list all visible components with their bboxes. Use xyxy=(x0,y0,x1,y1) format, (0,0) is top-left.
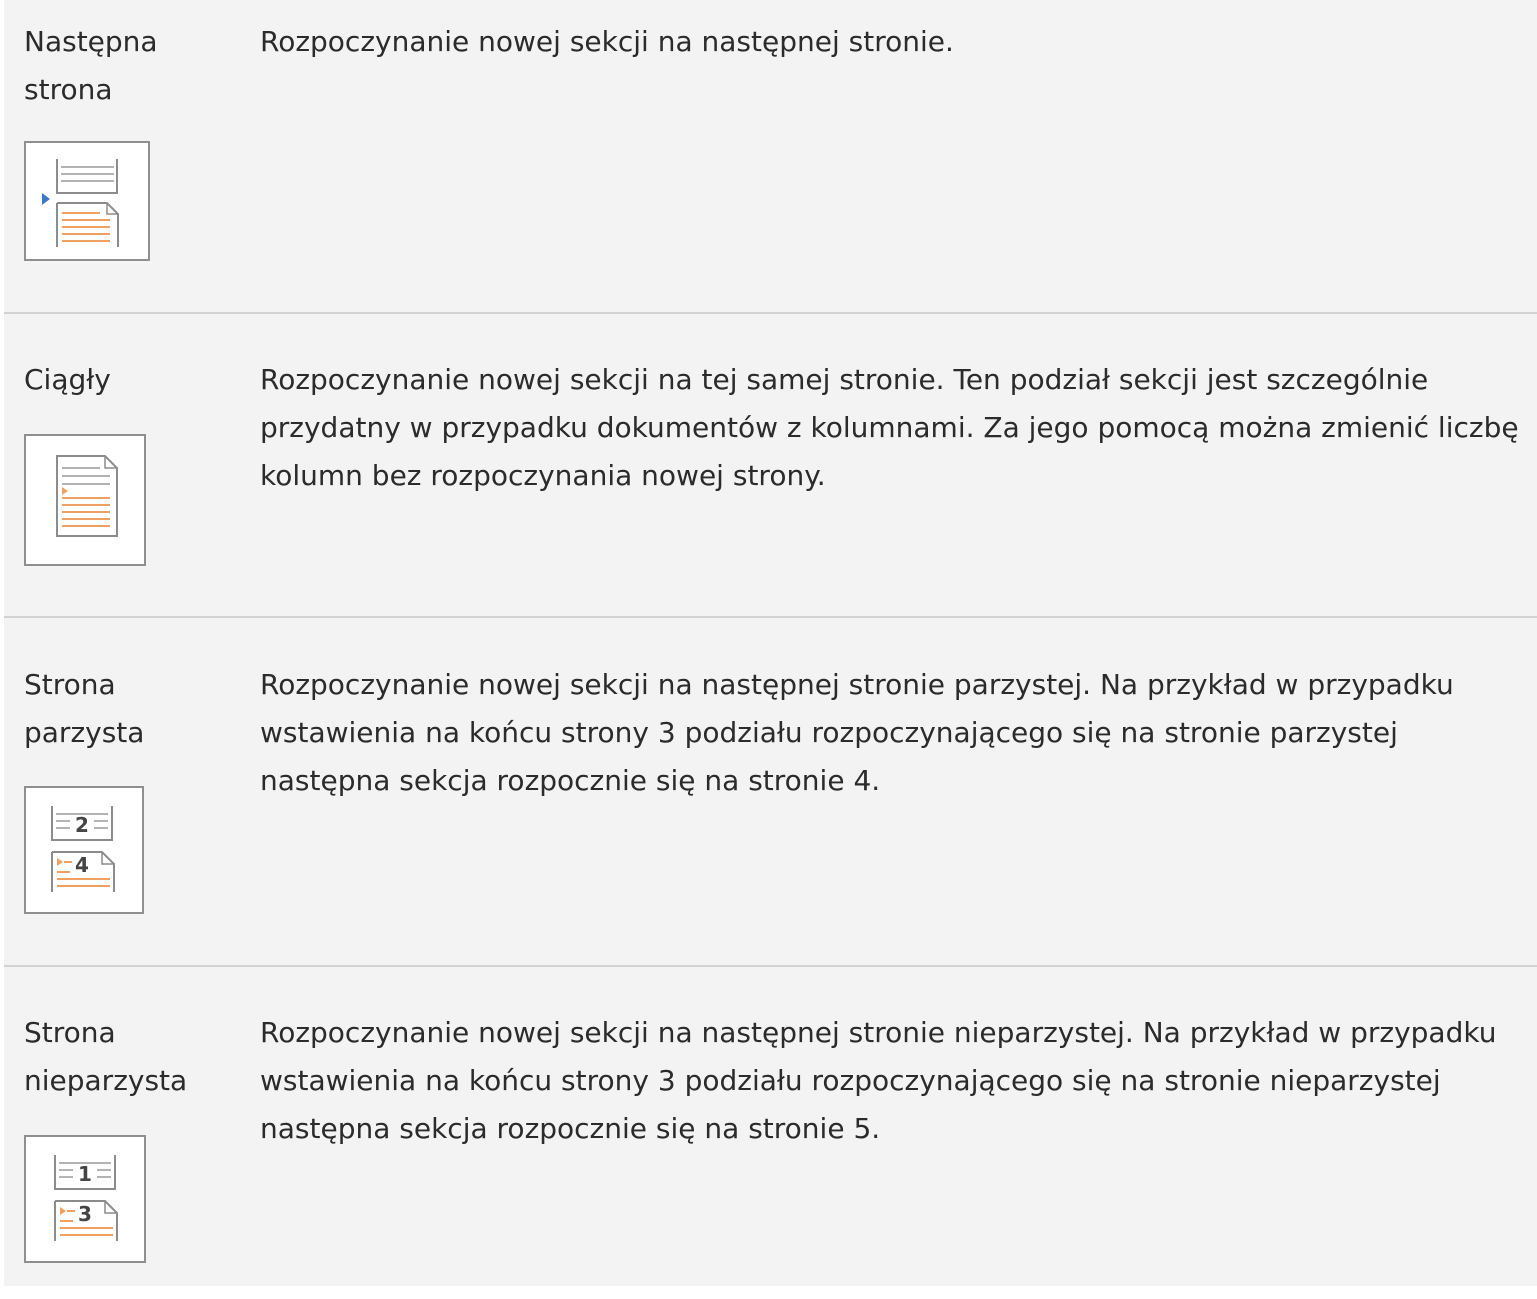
next-page-break-icon xyxy=(24,141,150,261)
table-row xyxy=(4,0,1537,314)
even-page-break-icon xyxy=(24,786,144,914)
icon-page-number: 3 xyxy=(78,1202,92,1226)
row-description: Rozpoczynanie nowej sekcji na następnej stronie nieparzystej. Na przykład w przypadku wstawienia na końcu strony 3 podziału rozpoczynającego się na stronie nieparzystej następna sekcja rozpocznie się na stronie 5. xyxy=(260,1016,1497,1145)
table-row xyxy=(4,314,1537,618)
odd-page-break-icon xyxy=(24,1135,146,1263)
icon-page-number: 2 xyxy=(75,813,89,837)
row-label: Strona nieparzysta xyxy=(24,1016,188,1097)
row-label: Ciągły xyxy=(24,363,111,396)
row-description: Rozpoczynanie nowej sekcji na tej samej stronie. Ten podział sekcji jest szczególnie przydatny w przypadku dokumentów z kolumnami. Za jego pomocą można zmienić liczbę kolumn bez rozpoczynania nowej strony. xyxy=(260,363,1519,492)
row-label: Następna strona xyxy=(24,25,158,106)
table-row xyxy=(4,618,1537,967)
row-description: Rozpoczynanie nowej sekcji na następnej stronie parzystej. Na przykład w przypadku wstawienia na końcu strony 3 podziału rozpoczynającego się na stronie parzystej następna sekcja rozpocznie się na stronie 4. xyxy=(260,668,1454,797)
continuous-break-icon xyxy=(24,434,146,566)
icon-page-number: 4 xyxy=(75,853,89,877)
section-break-table xyxy=(4,0,1537,1286)
row-description: Rozpoczynanie nowej sekcji na następnej stronie. xyxy=(260,25,954,58)
table-row xyxy=(4,967,1537,1286)
icon-page-number: 1 xyxy=(78,1162,92,1186)
row-label: Strona parzysta xyxy=(24,668,145,749)
